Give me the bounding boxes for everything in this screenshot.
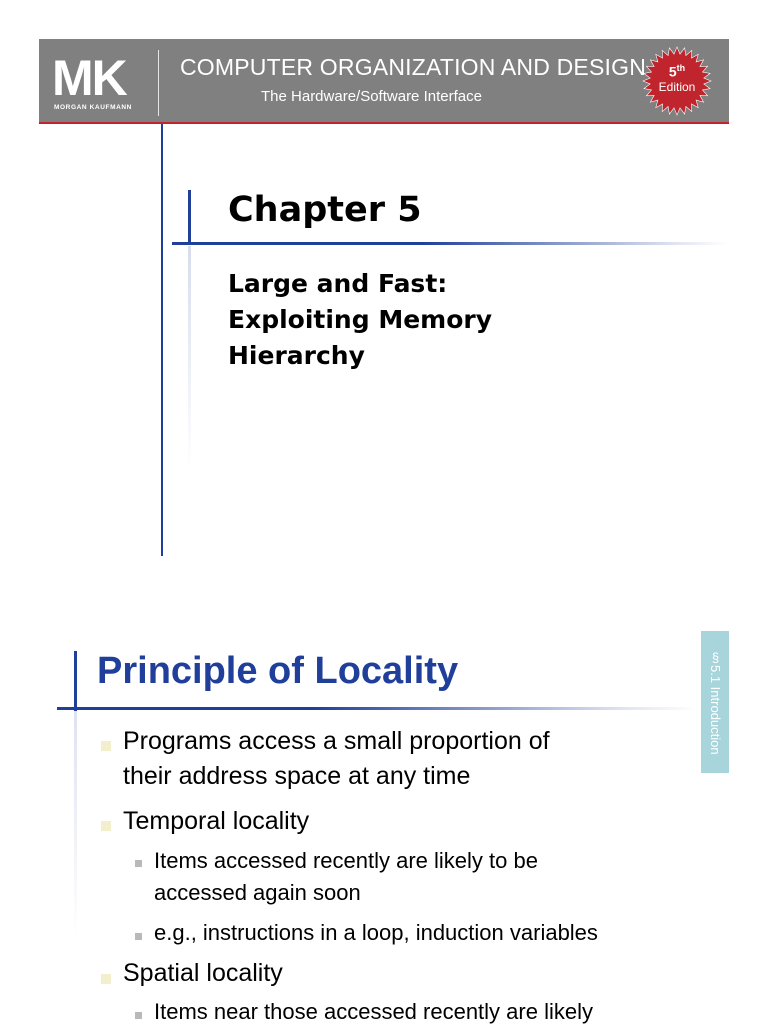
logo-divider (158, 50, 159, 116)
bullet-text (123, 724, 550, 794)
section-tab-label: §5.1 Introduction (708, 649, 723, 755)
chapter-subtitle-line: Exploiting Memory (228, 305, 493, 334)
sub-bullet-line: Items accessed recently are likely to be (154, 848, 538, 873)
chapter-subtitle (228, 266, 628, 374)
logo-wordmark: MORGAN KAUFMANN (54, 104, 132, 111)
sub-bullet-marker (135, 933, 142, 940)
sub-bullet-text: e.g., instructions in a loop, induction variables (154, 920, 598, 945)
logo-mark: MK (52, 50, 126, 106)
chapter-subtitle-line: Large and Fast: (228, 269, 448, 298)
bullet-marker (101, 974, 111, 984)
sub-bullet-text (154, 845, 538, 909)
edition-label: Edition (658, 80, 696, 94)
slide2-vertical-rule (74, 651, 77, 711)
chapter-subtitle-line: Hierarchy (228, 341, 365, 370)
slide2-title-underline (57, 707, 697, 710)
sub-bullet-line: accessed again soon (154, 880, 361, 905)
slide2-vertical-fade (74, 711, 77, 941)
publisher-logo (52, 52, 152, 116)
sub-bullet-text: Items near those accessed recently are likely (154, 999, 593, 1024)
bullet-marker (101, 741, 111, 751)
header-divider (39, 122, 729, 124)
bullet-text: Spatial locality (123, 959, 283, 987)
edition-number-value: 5 (668, 63, 677, 80)
bullet-marker (101, 821, 111, 831)
edition-badge (642, 46, 712, 116)
chapter-accent-vertical (188, 190, 191, 244)
bullet-line: their address space at any time (123, 762, 471, 790)
book-title: COMPUTER ORGANIZATION AND DESIGN (180, 54, 647, 80)
chapter-title: Chapter 5 (228, 190, 422, 230)
edition-suffix: th (676, 63, 686, 73)
edition-number (642, 63, 712, 80)
chapter-accent-horizontal (172, 242, 728, 245)
slide-title: Principle of Locality (97, 650, 459, 692)
book-subtitle: The Hardware/Software Interface (261, 88, 482, 105)
chapter-accent-fade (188, 246, 191, 471)
slide1-vertical-rule (161, 124, 163, 556)
sub-bullet-marker (135, 1012, 142, 1019)
bullet-line: Programs access a small proportion of (123, 727, 550, 755)
bullet-text: Temporal locality (123, 807, 310, 835)
sub-bullet-marker (135, 860, 142, 867)
